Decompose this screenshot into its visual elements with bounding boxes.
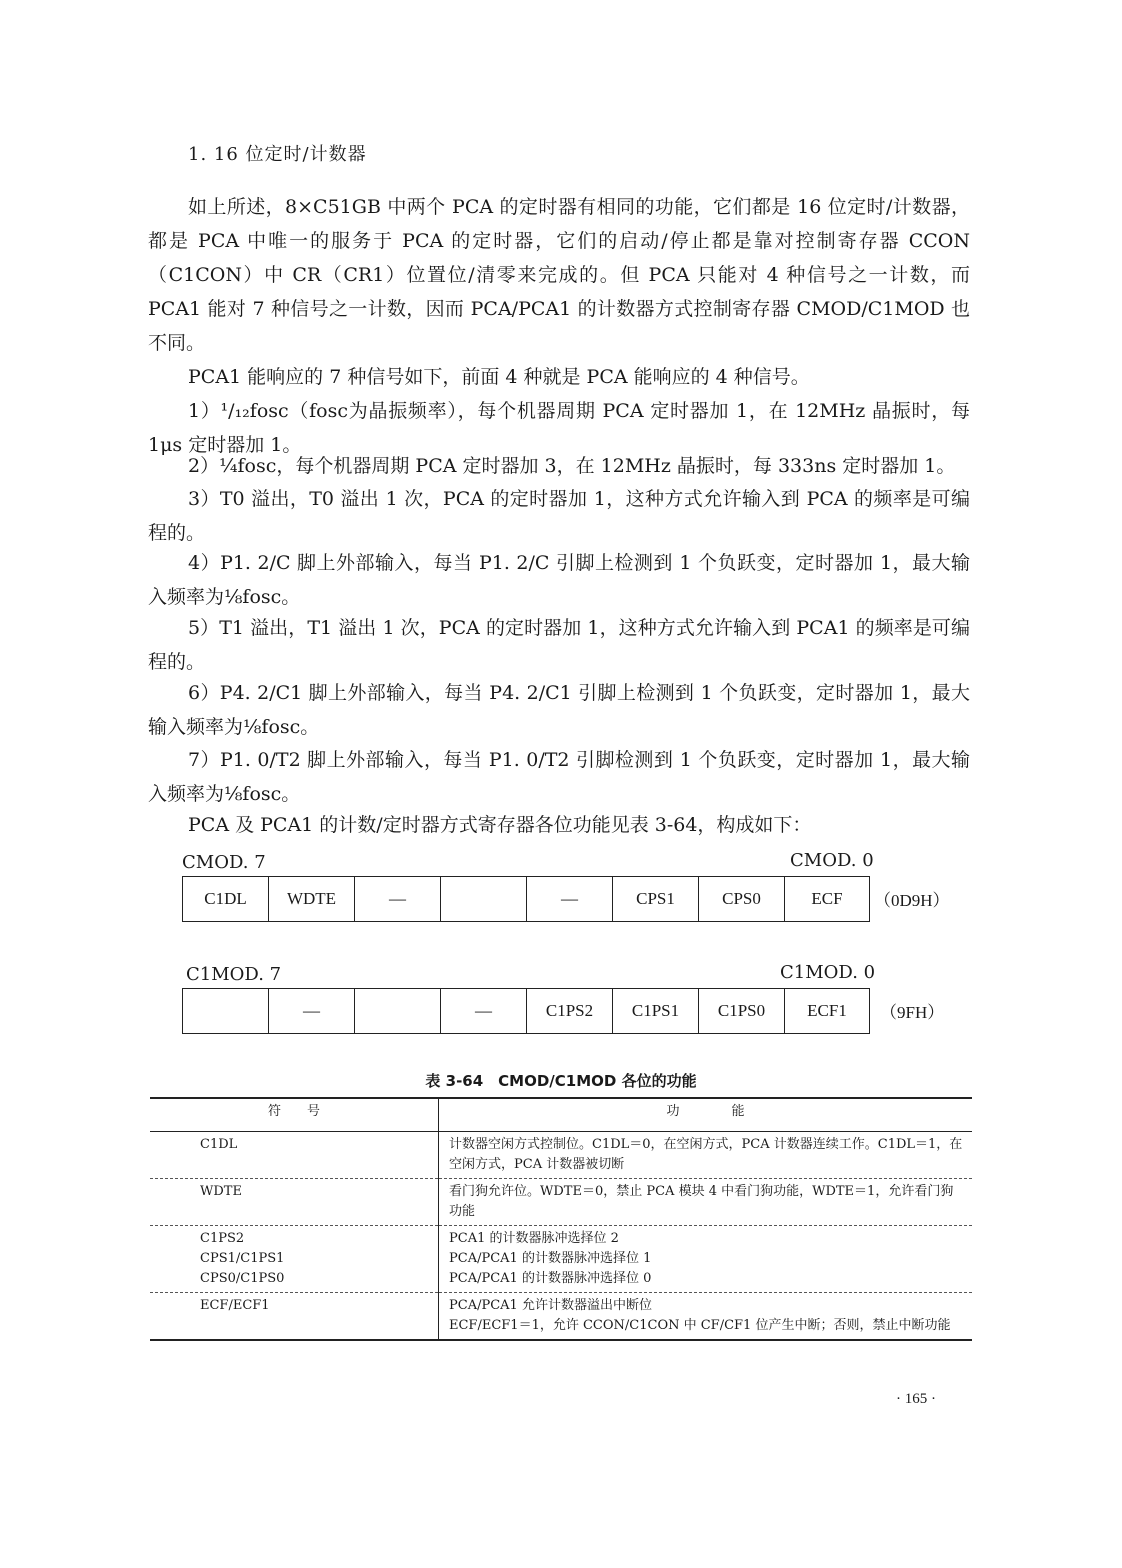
c1mod-register xyxy=(182,988,870,1034)
paragraph-intro: 如上所述，8×C51GB 中两个 PCA 的定时器有相同的功能，它们都是 16 位定时/计数器，都是 PCA 中唯一的服务于 PCA 的定时器，它们的启动/停止都是靠对控制寄存器 CCON（C1CON）中 CR（CR1）位置位/清零来完成的。但 PCA 只能对 4 种信号之一计数，而 PCA1 能对 7 种信号之一计数，因而 PCA/PCA1 的计数器方式控制寄存器 CMOD/C1MOD 也不同。 xyxy=(148,196,970,354)
cmod-bit-1: CPS0 xyxy=(698,877,784,921)
function-table xyxy=(150,1097,972,1341)
table-row xyxy=(150,1293,972,1341)
function-text: PCA/PCA1 允许计数器溢出中断位 xyxy=(449,1298,652,1313)
table-row xyxy=(150,1226,972,1293)
c1mod-bit-5 xyxy=(354,989,440,1033)
symbol-text: ECF/ECF1 xyxy=(200,1298,270,1313)
cmod-bit-0: ECF xyxy=(784,877,870,921)
table-caption: 表 3-64 CMOD/C1MOD 各位的功能 xyxy=(425,1072,697,1090)
cmod-bit-5: — xyxy=(354,877,440,921)
paragraph-item-1: 1）¹/₁₂fosc（fosc为晶振频率），每个机器周期 PCA 定时器加 1，在 12MHz 晶振时，每 1μs 定时器加 1。 xyxy=(148,400,970,456)
symbol-cell xyxy=(150,1226,439,1293)
cmod-bit-3: — xyxy=(526,877,612,921)
header-function: 功 能 xyxy=(439,1098,973,1132)
c1mod-msb-label: C1MOD. 7 xyxy=(186,964,282,985)
function-text: PCA/PCA1 的计数器脉冲选择位 1 xyxy=(449,1251,652,1266)
symbol-cell xyxy=(150,1132,439,1179)
paragraph-item-7: 7）P1. 0/T2 脚上外部输入，每当 P1. 0/T2 引脚检测到 1 个负跃变，定时器加 1，最大输入频率为⅛fosc。 xyxy=(148,749,970,805)
cmod-msb-label: CMOD. 7 xyxy=(182,852,266,873)
function-cell xyxy=(439,1132,973,1179)
function-text: PCA1 的计数器脉冲选择位 2 xyxy=(449,1231,619,1246)
c1mod-bit-3: C1PS2 xyxy=(526,989,612,1033)
function-text: 看门狗允许位。WDTE＝0，禁止 PCA 模块 4 中看门狗功能，WDTE＝1，允许看门狗功能 xyxy=(449,1184,954,1219)
symbol-text: CPS0/C1PS0 xyxy=(200,1271,285,1286)
paragraph-item-2: 2）¼fosc，每个机器周期 PCA 定时器加 3，在 12MHz 晶振时，每 333ns 定时器加 1。 xyxy=(188,455,956,477)
symbol-text: CPS1/C1PS1 xyxy=(200,1251,285,1266)
cmod-lsb-label: CMOD. 0 xyxy=(790,850,874,871)
paragraph-register-intro: PCA 及 PCA1 的计数/定时器方式寄存器各位功能见表 3-64，构成如下： xyxy=(188,814,812,836)
section-heading: 1. 16 位定时/计数器 xyxy=(188,144,367,165)
table-row xyxy=(150,1132,972,1179)
symbol-cell xyxy=(150,1179,439,1226)
symbol-text: C1DL xyxy=(200,1137,238,1152)
c1mod-bit-4: — xyxy=(440,989,526,1033)
symbol-text: C1PS2 xyxy=(200,1231,245,1246)
cmod-bit-4 xyxy=(440,877,526,921)
function-cell xyxy=(439,1226,973,1293)
cmod-bit-2: CPS1 xyxy=(612,877,698,921)
c1mod-bit-1: C1PS0 xyxy=(698,989,784,1033)
table-row xyxy=(150,1179,972,1226)
c1mod-address: （9FH） xyxy=(880,1003,945,1022)
function-text: 计数器空闲方式控制位。C1DL＝0，在空闲方式，PCA 计数器连续工作。C1DL＝1，在空闲方式，PCA 计数器被切断 xyxy=(449,1137,963,1172)
function-text: PCA/PCA1 的计数器脉冲选择位 0 xyxy=(449,1271,652,1286)
c1mod-bit-7 xyxy=(182,989,268,1033)
cmod-bit-7: C1DL xyxy=(182,877,268,921)
table-header-row xyxy=(150,1098,972,1132)
function-text: ECF/ECF1＝1，允许 CCON/C1CON 中 CF/CF1 位产生中断；否则，禁止中断功能 xyxy=(449,1318,951,1333)
c1mod-lsb-label: C1MOD. 0 xyxy=(780,962,876,983)
paragraph-item-3: 3）T0 溢出，T0 溢出 1 次，PCA 的定时器加 1，这种方式允许输入到 PCA 的频率是可编程的。 xyxy=(148,488,970,544)
function-cell xyxy=(439,1179,973,1226)
c1mod-bit-6: — xyxy=(268,989,354,1033)
function-cell xyxy=(439,1293,973,1341)
cmod-register xyxy=(182,876,870,922)
c1mod-bit-0: ECF1 xyxy=(784,989,870,1033)
page-number: · 165 · xyxy=(896,1391,936,1407)
symbol-cell xyxy=(150,1293,439,1341)
paragraph-signals: PCA1 能响应的 7 种信号如下，前面 4 种就是 PCA 能响应的 4 种信号。 xyxy=(188,366,810,388)
cmod-bit-6: WDTE xyxy=(268,877,354,921)
cmod-address: （0D9H） xyxy=(874,891,950,910)
header-symbol: 符 号 xyxy=(267,1104,320,1119)
paragraph-item-6: 6）P4. 2/C1 脚上外部输入，每当 P4. 2/C1 引脚上检测到 1 个负跃变，定时器加 1，最大输入频率为⅛fosc。 xyxy=(148,682,970,738)
paragraph-item-4: 4）P1. 2/C 脚上外部输入，每当 P1. 2/C 引脚上检测到 1 个负跃变，定时器加 1，最大输入频率为⅛fosc。 xyxy=(148,552,970,608)
c1mod-bit-2: C1PS1 xyxy=(612,989,698,1033)
symbol-text: WDTE xyxy=(200,1184,242,1199)
paragraph-item-5: 5）T1 溢出，T1 溢出 1 次，PCA 的定时器加 1，这种方式允许输入到 PCA1 的频率是可编程的。 xyxy=(148,617,970,673)
